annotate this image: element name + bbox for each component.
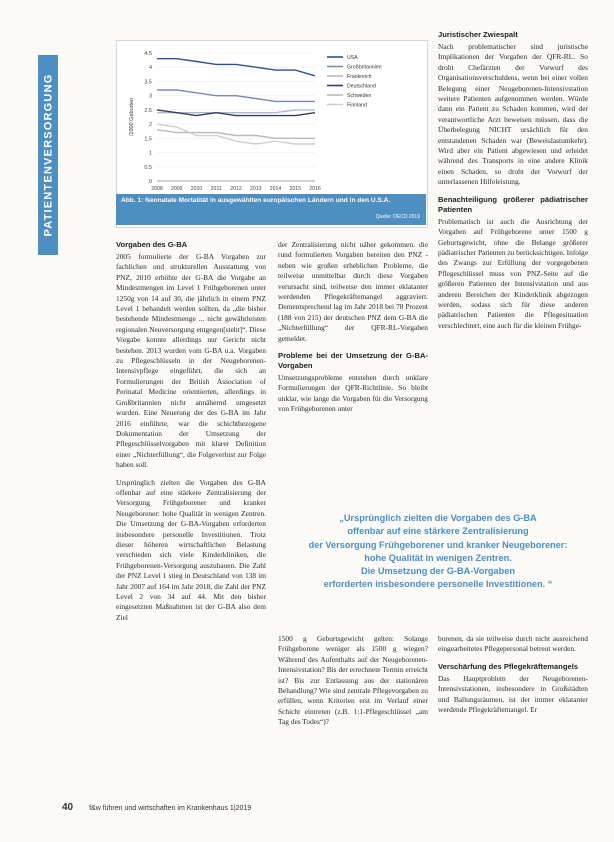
y-tick-label: 0.5 xyxy=(144,164,152,171)
x-tick-label: 2014 xyxy=(269,186,282,192)
quote-line: Die Umsetzung der G-BA-Vorgaben xyxy=(361,566,515,577)
x-tick-label: 2010 xyxy=(190,186,203,192)
quote-line: hohe Qualität in wenigen Zentren. xyxy=(364,552,512,563)
publication-name: f&w führen und wirtschaften im Krankenhaus 1|2019 xyxy=(89,805,252,812)
y-tick-label: 1.5 xyxy=(144,136,152,143)
series-line-frankreich xyxy=(157,110,315,113)
paragraph: Problematisch ist auch die Ausrichtung der Vorgaben auf Frühgeborene unter 1500 g Geburtsgewicht, ohne die Belange größerer pädiatrischer Patienten zu berücksichtigen. Infolge des Zwangs zur Erfüllung der vorgegebenen Pflegeschlüssel muss von PNZ-Seite auf die größeren Patienten der Intensivstation und aus anderen Bereichen der Kinderklinik abgezogen werden, sodass sich für diese anderen pädiatrischen Patienten die Pflegesituation verschlechtert, eine auch für die kleinen Frühge- xyxy=(438,216,589,330)
x-tick-label: 2009 xyxy=(170,186,183,192)
x-tick-label: 2012 xyxy=(230,186,242,192)
column-2-bottom xyxy=(278,634,428,735)
series-line-finnland xyxy=(157,124,315,144)
quote-line: „Ursprünglich zielten die Vorgaben des G-BA xyxy=(339,513,537,523)
y-tick-label: 4.5 xyxy=(144,51,152,57)
column-3-bottom xyxy=(438,634,588,722)
y-tick-label: 2.5 xyxy=(144,107,152,114)
figure-caption xyxy=(116,194,426,225)
series-line-schweden xyxy=(157,130,315,139)
paragraph: der Zentralisierung nicht näher gekommen. die rund formulierten Vorgaben bereiten den PNZ - neben wie großen erheblichen Probleme, die teilweise unmittelbar durch diese Vorgaben verursacht sind, teilweise den immer eklatanter werdenden Pflegekräftemangel aggraviert. Dementsprechend lag im Jahr 2018 bei 78 Prozent (188 von 215) der deutschen PNZ dem G-BA die „Nichterfüllung“ der QFR-RL-Vorgaben gemeldet. xyxy=(278,240,428,343)
heading-probleme: Probleme bei der Umsetzung der G-BA-Vorgaben xyxy=(278,351,428,371)
legend-label: Finnland xyxy=(347,102,367,109)
paragraph: 1500 g Geburtsgewicht gelten: Solange Frühgeborene weniger als 1500 g wiegen? Während des Aufenthalts auf der Neugeborenen-Intensivstation? Bis der errechnete Termin erreicht ist? Bis zur Entlassung aus der stationären Behandlung? Wie sind zentrale Pflegevorgaben zu erfüllen, wenn Kriterien erst im Verlauf einer Schicht eintreten (z.B. 1:1-Pflegeschlüssel „am Tag des Todes“)? xyxy=(278,634,428,727)
quote-line: offenbar auf eine stärkere Zentralisierung xyxy=(347,526,529,537)
pull-quote xyxy=(278,512,598,592)
paragraph: Ursprünglich zielten die Vorgaben des G-BA offenbar auf eine stärkere Zentralisierung der Versorgung Frühgeborener und kranker Neugeborener: hohe Qualität in wenigen Zentren. Die Umsetzung der G-BA-Vorgaben erforderten insbesondere personelle Investitionen. Trotz dieser höheren wirtschaftlichen Belastung verschieden sich viele Kinderkliniken, die Frühgeborenen-Versorgung auszubauen. Die Zahl der PNZ Level 1 stieg in Deutschland von 138 im Jahr 2007 auf 164 im Jahr 2018, die Zahl der PNZ Level 2 von 34 auf 44. Mit den bisher eingesetzten Maßnahmen ist der G-BA also dem Ziel xyxy=(116,477,266,622)
heading-juristisch: Juristischer Zwiespalt xyxy=(438,30,518,39)
quote-line: der Versorgung Frühgeborener und kranker Neugeborener: xyxy=(308,539,568,550)
y-tick-label: 3.5 xyxy=(144,79,152,86)
heading-vorgaben: Vorgaben des G-BA xyxy=(116,240,188,249)
column-2-top xyxy=(278,240,428,422)
paragraph: Nach problematischer sind juristische Implikationen der Vorgaben der QFR-RL. So droht Chefärzten der Vorwurf des Organisationsverschuldens, wenn bei einer vollen Belegung einer Neugeborenen-Intensivstation weitere Patienten aufgenommen werden. Würde dann ein Patient zu Schaden kommen, wird der verantwortliche Arzt beweisen müssen, dass die Überbelegung NICHT ursächlich für den entstandenen Schaden war (Beweislastumkehr). Wird aber ein Patient abgewiesen und erleidet während des Transports in eine andere Klinik einen Schaden, so droht der Vorwurf der unterlassenen Hilfeleistung. xyxy=(438,42,588,187)
heading-benachteiligung: Benachteiligung größerer pädiatrischer Patienten xyxy=(438,194,588,214)
paragraph: 2005 formulierte der G-BA Vorgaben zur fachlichen und strukturellen Ausstattung von PNZ, 2010 erhöhte der G-BA die Vorgabe an Mindestmengen im Level 1 Frühgeborenen unter 1250g von 14 auf 30, die jährlich in einem PNZ Level 1 behandelt werden sollten, da „die bisher bestehende Mindestmenge ... nicht gewährleisten regionalen Neuversorgung entgegen[steht]“. Diese Vorgabe konnte allerdings nur Gericht nicht bestehen. 2013 wurden vom G-BA u.a. Vorgaben zu Pflegeschlüsseln in der Neugeborenen-Intensivpflege eingeführt, die sich an Formulierungen der British Association of Perinatal Medicine orientierten, allerdings in Großbritannien nicht annähernd umgesetzt wurden. Eine Neuerung der des G-BA im Jahr 2016 einführte, war die schichtbezogene Dokumentation der Umsetzung der Pflegeschlüsselvorgaben mit klarer Definition einer „Nichterfüllung“, die Folgeverlust zur Folge haben soll. xyxy=(116,252,266,470)
y-tick-label: 2 xyxy=(148,122,152,129)
x-tick-label: 2011 xyxy=(210,186,222,192)
figure-source: Quelle: OECD 2019 xyxy=(375,214,420,220)
legend-label: Frankreich xyxy=(347,74,372,80)
y-axis-label: /1000 Geburten xyxy=(129,97,135,137)
y-tick-label: 0 xyxy=(148,179,152,185)
column-3-top xyxy=(438,30,588,338)
quote-line: erforderten insbesondere personelle Investitionen. “ xyxy=(323,579,553,590)
section-label-wrap xyxy=(38,55,58,255)
y-tick-label: 1 xyxy=(148,150,152,157)
heading-verschaerfung: Verschärfung des Pflegekräftemangels xyxy=(438,661,579,671)
paragraph: borenen, da sie teilweise durch nicht ausreichend eingearbeitetes Pflegepersonal betreut werden. xyxy=(438,634,588,654)
legend-label: Deutschland xyxy=(347,83,376,90)
legend-label: USA xyxy=(347,55,358,61)
x-tick-label: 2008 xyxy=(151,186,163,192)
section-label: PATIENTENVERSORGUNG xyxy=(42,73,54,237)
figure-caption-text: Abb. 1: Neonatale Mortalität in ausgewählten europäischen Ländern und in den U.S.A. xyxy=(121,197,391,204)
y-tick-label: 3 xyxy=(148,93,152,100)
legend-label: Großbritannien xyxy=(347,64,382,71)
legend-label: Schweden xyxy=(347,93,372,99)
column-1 xyxy=(116,240,266,630)
x-tick-label: 2013 xyxy=(249,186,262,192)
page-footer xyxy=(62,802,251,813)
paragraph: Das Hauptproblem der Neugeborenen-Intensivstationen, insbesondere in Großstädten und Ballungsräumen, ist der immer eklatanter werdende Pflegekräftemangel. Er xyxy=(438,673,588,715)
y-tick-label: 4 xyxy=(148,65,152,72)
x-tick-label: 2015 xyxy=(289,186,302,192)
paragraph: Umsetzungsprobleme entstehen durch unklare Formulierungen der QFR-Richtlinie. So bleibt unklar, wie lange die Vorgaben für die Versorgung von Frühgeborenen unter xyxy=(278,373,428,414)
page-number: 40 xyxy=(62,802,74,813)
x-tick-label: 2016 xyxy=(309,186,321,192)
